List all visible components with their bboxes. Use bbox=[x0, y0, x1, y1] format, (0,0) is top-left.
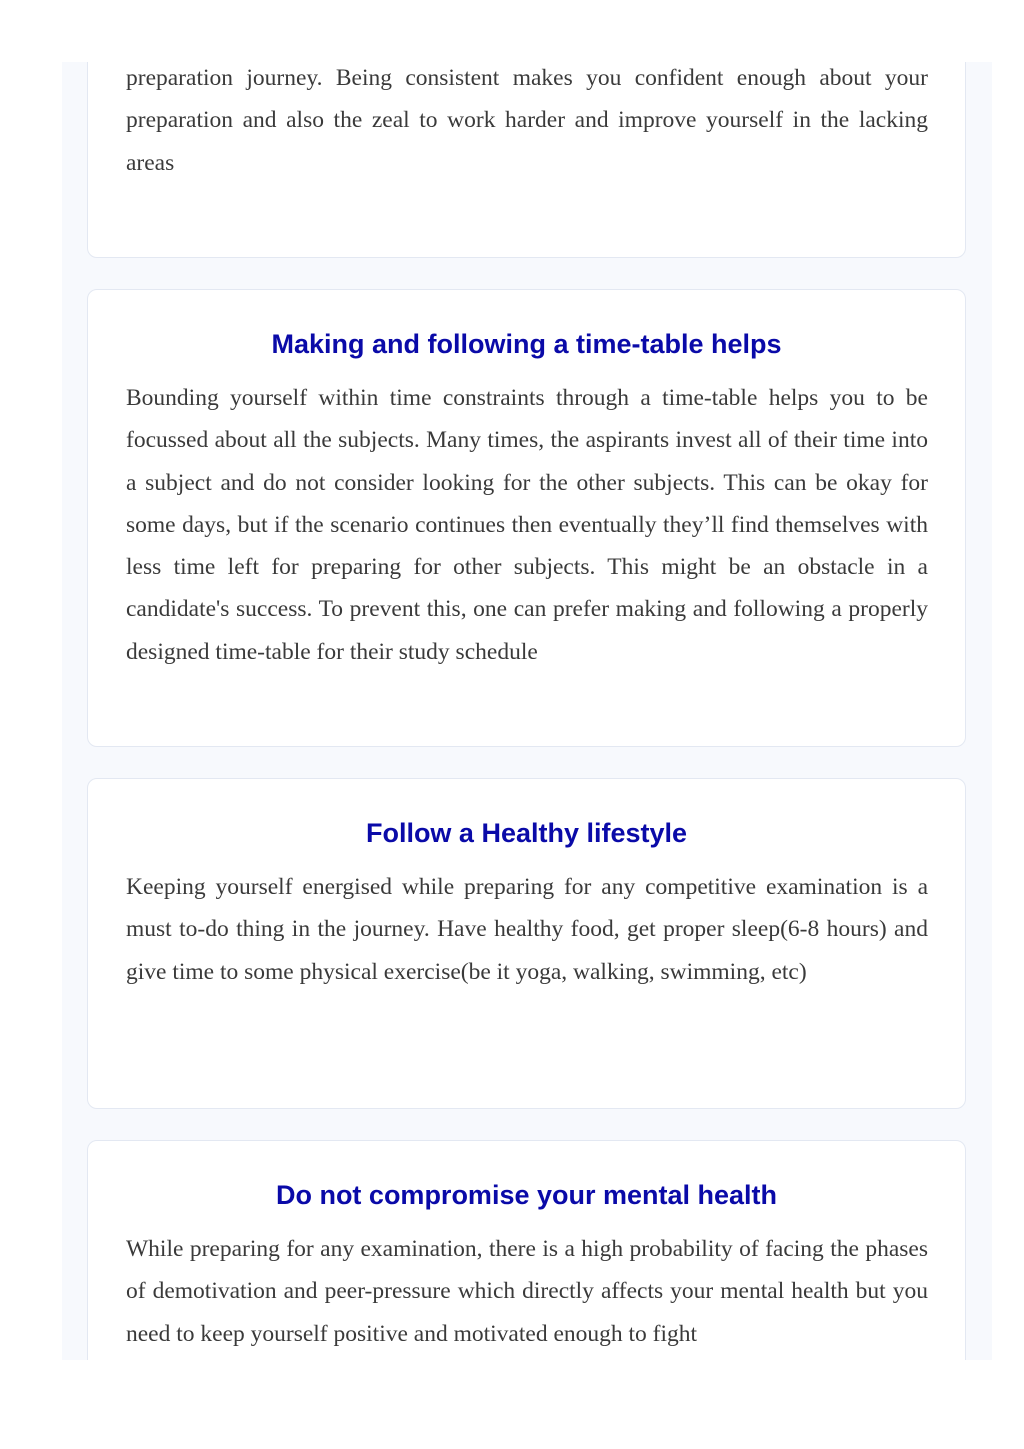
tip-card-title: Making and following a time-table helps bbox=[271, 329, 782, 359]
tip-card-body: preparation journey. Being consistent makes you confident enough about your preparation and also the zeal to work harder and improve yourself in the lacking areas bbox=[126, 65, 928, 176]
tip-card-mental-health bbox=[87, 1140, 966, 1360]
tip-card-body: While preparing for any examination, there is a high probability of facing the phases of demotivation and peer-pressure which directly affects your mental health but you need to keep yourself positive and motivated enough to fight bbox=[126, 1236, 928, 1347]
tip-card-body: Bounding yourself within time constraints through a time-table helps you to be focussed about all the subjects. Many times, the aspirants invest all of their time into a subject and do not consider looking for the other subjects. This can be okay for some days, but if the scenario continues then eventually they’ll find themselves with less time left for preparing for other subjects. This might be an obstacle in a candidate's success. To prevent this, one can prefer making and following a properly designed time-table for their study schedule bbox=[126, 385, 928, 665]
tip-card-body: Keeping yourself energised while preparing for any competitive examination is a must to-do thing in the journey. Have healthy food, get proper sleep(6-8 hours) and give time to some physical exercise(be it yoga, walking, swimming, etc) bbox=[126, 874, 928, 985]
tip-card-healthy-lifestyle bbox=[87, 778, 966, 1109]
tip-card-title: Do not compromise your mental health bbox=[275, 1180, 778, 1210]
article-viewport bbox=[62, 62, 992, 1360]
tip-card-title: Follow a Healthy lifestyle bbox=[365, 818, 688, 848]
tip-card-time-table bbox=[87, 289, 966, 747]
tip-card-consistency bbox=[87, 62, 966, 258]
